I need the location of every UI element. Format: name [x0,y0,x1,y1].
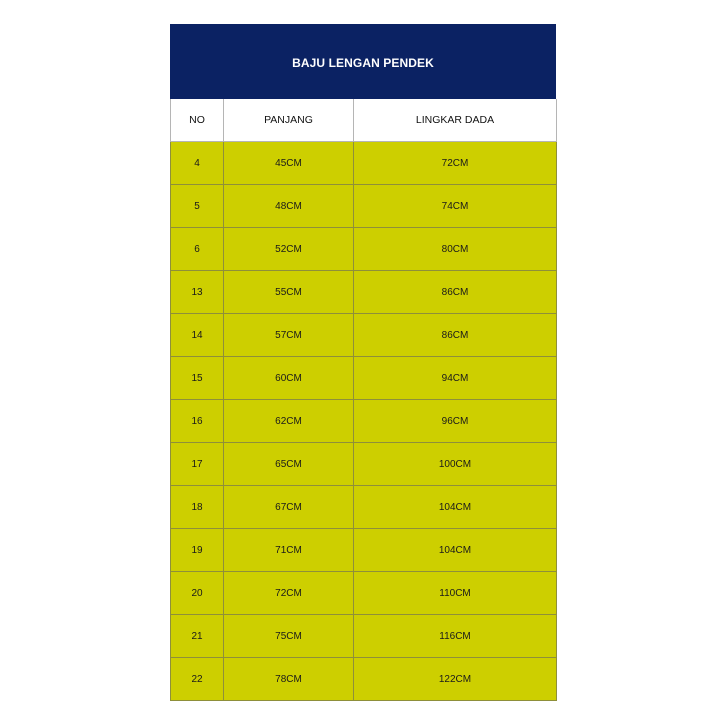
cell-panjang: 78CM [224,658,354,701]
cell-lingkar-dada: 116CM [354,615,557,658]
cell-panjang: 52CM [224,228,354,271]
table-row [171,658,557,701]
header-panjang: PANJANG [224,99,354,142]
cell-lingkar-dada: 86CM [354,271,557,314]
table-row [171,400,557,443]
table-row [171,486,557,529]
cell-lingkar-dada: 122CM [354,658,557,701]
cell-lingkar-dada: 86CM [354,314,557,357]
cell-lingkar-dada: 104CM [354,486,557,529]
cell-panjang: 71CM [224,529,354,572]
cell-lingkar-dada: 80CM [354,228,557,271]
cell-lingkar-dada: 94CM [354,357,557,400]
table-row [171,529,557,572]
header-no: NO [171,99,224,142]
cell-no: 21 [171,615,224,658]
cell-panjang: 48CM [224,185,354,228]
cell-lingkar-dada: 96CM [354,400,557,443]
cell-panjang: 75CM [224,615,354,658]
cell-panjang: 65CM [224,443,354,486]
cell-no: 14 [171,314,224,357]
cell-panjang: 62CM [224,400,354,443]
size-chart [170,24,556,701]
table-row [171,314,557,357]
cell-lingkar-dada: 100CM [354,443,557,486]
cell-no: 22 [171,658,224,701]
cell-no: 6 [171,228,224,271]
chart-title: BAJU LENGAN PENDEK [170,24,556,99]
cell-lingkar-dada: 110CM [354,572,557,615]
cell-no: 18 [171,486,224,529]
table-row [171,142,557,185]
cell-no: 15 [171,357,224,400]
cell-lingkar-dada: 104CM [354,529,557,572]
cell-panjang: 55CM [224,271,354,314]
cell-no: 13 [171,271,224,314]
table-row [171,572,557,615]
cell-no: 19 [171,529,224,572]
cell-lingkar-dada: 72CM [354,142,557,185]
table-row [171,443,557,486]
cell-panjang: 45CM [224,142,354,185]
cell-lingkar-dada: 74CM [354,185,557,228]
table-row [171,228,557,271]
cell-no: 20 [171,572,224,615]
table-row [171,271,557,314]
cell-panjang: 67CM [224,486,354,529]
cell-no: 5 [171,185,224,228]
header-lingkar-dada: LINGKAR DADA [354,99,557,142]
cell-no: 17 [171,443,224,486]
cell-no: 4 [171,142,224,185]
cell-panjang: 72CM [224,572,354,615]
size-table [170,99,557,701]
cell-panjang: 57CM [224,314,354,357]
table-row [171,357,557,400]
cell-no: 16 [171,400,224,443]
table-row [171,185,557,228]
header-row [171,99,557,142]
cell-panjang: 60CM [224,357,354,400]
table-row [171,615,557,658]
